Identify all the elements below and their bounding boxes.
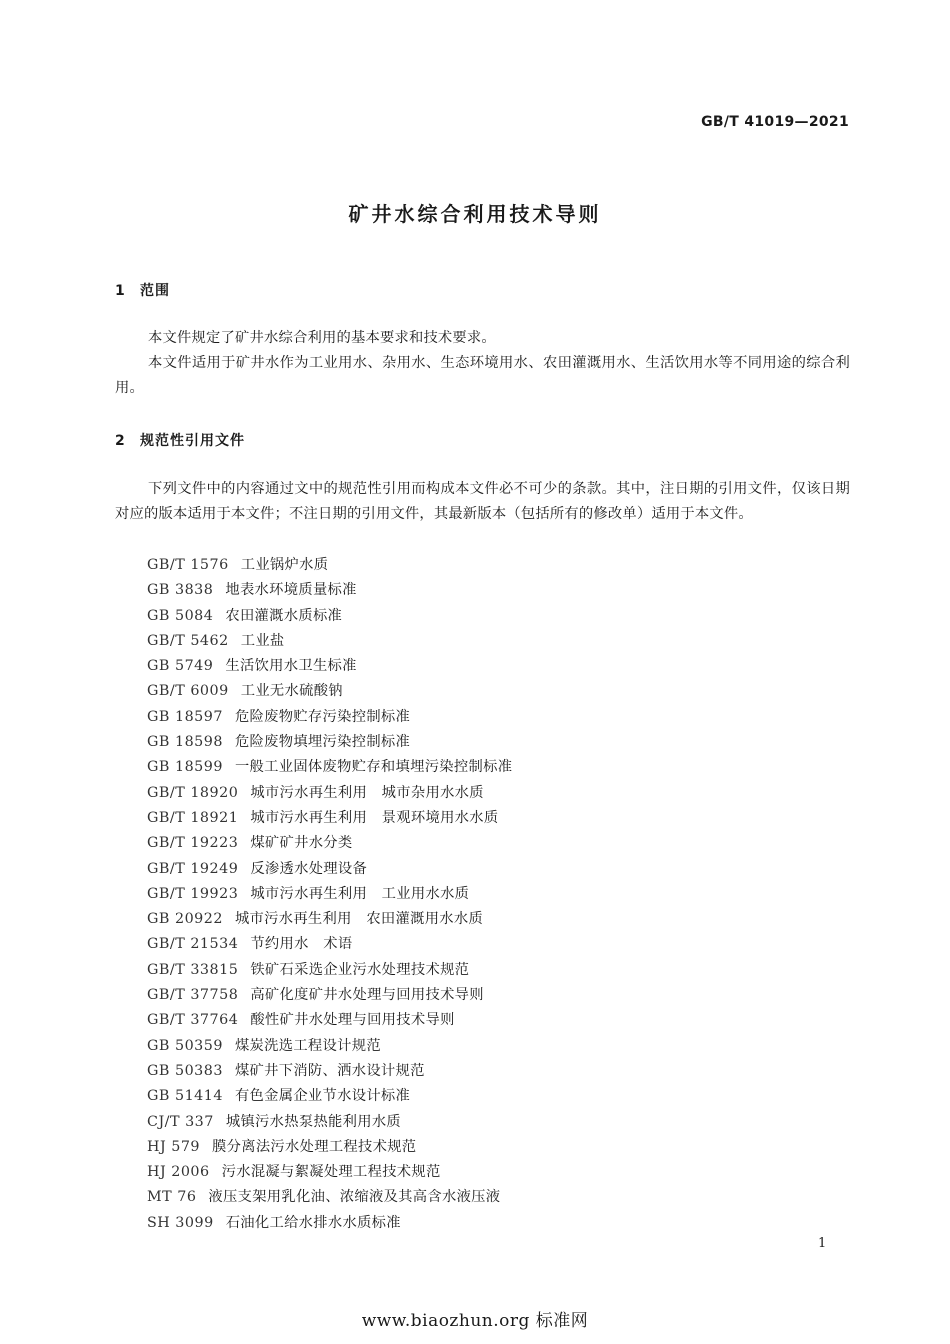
reference-title: 煤炭洗选工程设计规范 (234, 1037, 381, 1054)
section-number: 2 (115, 433, 126, 449)
reference-code: GB/T 19249 (147, 860, 239, 877)
reference-code: GB/T 19223 (147, 835, 239, 852)
reference-item (147, 1185, 512, 1210)
reference-title: 煤矿矿井水分类 (250, 835, 353, 852)
reference-title: 酸性矿井水处理与回用技术导则 (250, 1012, 455, 1029)
reference-title: 危险废物贮存污染控制标准 (234, 708, 411, 725)
reference-title: 煤矿井下消防、洒水设计规范 (234, 1062, 425, 1079)
reference-item (147, 806, 512, 831)
reference-title: 工业无水硫酸钠 (240, 683, 343, 700)
reference-item (147, 604, 512, 629)
reference-title: 工业锅炉水质 (240, 557, 329, 573)
section-title: 范围 (140, 283, 170, 299)
section-heading-scope (115, 280, 170, 300)
reference-title: 城市污水再生利用 工业用水水质 (250, 885, 470, 902)
reference-item (147, 882, 512, 907)
reference-item (147, 553, 512, 578)
reference-title: 有色金属企业节水设计标准 (234, 1088, 411, 1105)
reference-item (147, 781, 512, 806)
page-number: 1 (818, 1236, 827, 1251)
reference-title: 城市污水再生利用 景观环境用水水质 (250, 809, 499, 826)
reference-code: GB/T 5462 (147, 632, 229, 649)
reference-code: GB 5749 (147, 658, 214, 675)
reference-title: 生活饮用水卫生标准 (225, 658, 357, 675)
reference-item (147, 730, 512, 755)
reference-item (147, 857, 512, 882)
reference-title: 铁矿石采选企业污水处理技术规范 (250, 961, 470, 978)
reference-title: 高矿化度矿井水处理与回用技术导则 (250, 987, 484, 1004)
section-title: 规范性引用文件 (140, 433, 245, 449)
reference-item (147, 1110, 512, 1135)
reference-item (147, 629, 512, 654)
reference-item (147, 578, 512, 603)
reference-code: GB 50359 (147, 1037, 223, 1054)
reference-title: 工业盐 (240, 632, 285, 649)
reference-item (147, 679, 512, 704)
reference-code: GB/T 33815 (147, 961, 239, 978)
reference-code: GB/T 6009 (147, 683, 229, 700)
reference-code: MT 76 (147, 1189, 197, 1206)
reference-item (147, 705, 512, 730)
reference-title: 石油化工给水排水水质标准 (225, 1214, 401, 1231)
reference-code: SH 3099 (147, 1214, 214, 1231)
reference-item (147, 1211, 512, 1236)
reference-code: GB 18598 (147, 734, 223, 751)
reference-item (147, 932, 512, 957)
standard-number: GB/T 41019—2021 (701, 114, 849, 130)
reference-code: GB/T 37758 (147, 987, 239, 1004)
scope-paragraph-1: 本文件规定了矿井水综合利用的基本要求和技术要求。 (148, 330, 496, 346)
reference-title: 城市污水再生利用 城市杂用水水质 (250, 784, 484, 801)
reference-item (147, 1135, 512, 1160)
reference-item (147, 1084, 512, 1109)
reference-title: 农田灌溉水质标准 (225, 607, 343, 624)
reference-item (147, 1059, 512, 1084)
reference-title: 液压支架用乳化油、浓缩液及其高含水液压液 (208, 1189, 501, 1206)
footer-site-link[interactable]: www.biaozhun.org 标准网 (361, 1311, 589, 1331)
reference-item (147, 1160, 512, 1185)
reference-item (147, 1034, 512, 1059)
reference-title: 反渗透水处理设备 (250, 860, 368, 877)
reference-code: GB/T 18921 (147, 809, 239, 826)
scope-paragraph-2: 本文件适用于矿井水作为工业用水、杂用水、生态环境用水、农田灌溉用水、生活饮用水等不同用途的综合利用。 (115, 355, 850, 396)
reference-code: GB/T 21534 (147, 936, 239, 953)
reference-item (147, 755, 512, 780)
reference-code: CJ/T 337 (147, 1113, 214, 1130)
reference-code: GB 5084 (147, 607, 214, 624)
reference-title: 危险废物填埋污染控制标准 (234, 734, 411, 751)
reference-code: GB 3838 (147, 582, 214, 599)
reference-item (147, 1008, 512, 1033)
reference-item (147, 654, 512, 679)
reference-code: GB 50383 (147, 1062, 223, 1079)
reference-code: GB 18599 (147, 759, 223, 776)
reference-code: GB 20922 (147, 911, 223, 928)
document-title: 矿井水综合利用技术导则 (348, 202, 602, 226)
reference-title: 膜分离法污水处理工程技术规范 (212, 1138, 417, 1155)
reference-item (147, 831, 512, 856)
reference-title: 地表水环境质量标准 (225, 582, 357, 599)
reference-code: GB 51414 (147, 1088, 223, 1105)
reference-title: 污水混凝与絮凝处理工程技术规范 (221, 1164, 441, 1181)
reference-code: GB/T 18920 (147, 784, 239, 801)
reference-code: GB/T 37764 (147, 1012, 239, 1029)
reference-title: 城市污水再生利用 农田灌溉用水水质 (234, 911, 484, 928)
reference-title: 一般工业固体废物贮存和填埋污染控制标准 (234, 759, 513, 776)
reference-code: HJ 2006 (147, 1164, 210, 1181)
reference-title: 节约用水 术语 (250, 936, 353, 953)
references-intro-paragraph: 下列文件中的内容通过文中的规范性引用而构成本文件必不可少的条款。其中，注日期的引用文件，仅该日期对应的版本适用于本文件；不注日期的引用文件，其最新版本（包括所有的修改单）适用于本文件。 (115, 481, 850, 522)
section-number: 1 (115, 283, 126, 299)
reference-code: GB/T 1576 (147, 557, 229, 573)
reference-item (147, 907, 512, 932)
reference-title: 城镇污水热泵热能利用水质 (225, 1113, 402, 1130)
reference-list (147, 553, 512, 1236)
reference-code: GB/T 19923 (147, 885, 239, 902)
reference-code: HJ 579 (147, 1138, 201, 1155)
reference-code: GB 18597 (147, 708, 223, 725)
reference-item (147, 983, 512, 1008)
reference-item (147, 958, 512, 983)
section-heading-normative-references (115, 430, 245, 450)
